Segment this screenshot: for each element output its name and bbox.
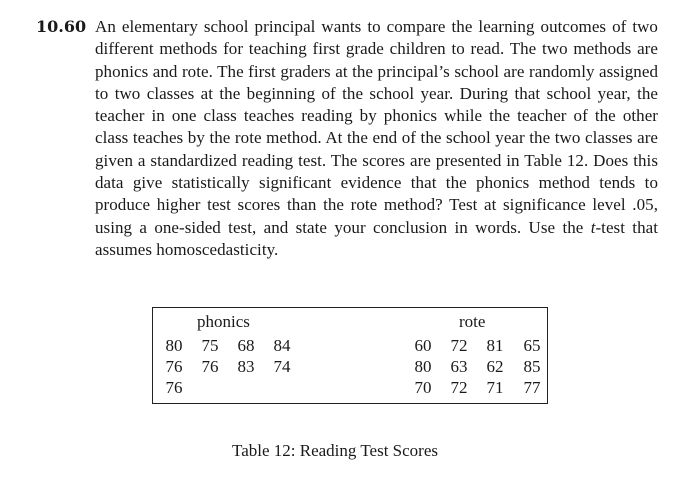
reading-scores-table [152,307,548,404]
phonics-score: 76 [165,378,183,397]
rote-score: 62 [486,357,504,376]
phonics-score: 80 [165,336,183,355]
table-caption: Table 12: Reading Test Scores [232,441,438,460]
problem-number: 10.60 [36,17,87,36]
rote-score: 77 [523,378,541,397]
rote-score: 85 [523,357,541,376]
rote-score: 72 [450,336,468,355]
phonics-score: 76 [165,357,183,376]
rote-score: 72 [450,378,468,397]
phonics-score: 68 [237,336,255,355]
phonics-score: 74 [273,357,291,376]
phonics-score: 83 [237,357,255,376]
rote-score: 65 [523,336,541,355]
phonics-score: 76 [201,357,219,376]
rote-score: 63 [450,357,468,376]
phonics-score: 84 [273,336,291,355]
problem-text-main: An elementary school principal wants to compare the learning outcomes of two different methods for teaching first grade children to read. The two methods are phonics and rote. The first graders at the principal’s school are randomly assigned to two classes at the beginning of the school year. During that school year, the teacher in one class teaches reading by phonics while the teacher of the other class teaches by the rote method. At the end of the school year the two classes are given a standardized reading test. The scores are presented in Table 12. Does this data give statistically significant evidence that the phonics method tends to produce higher test scores than the rote method? Test at significance level .05, using a one-sided test, and state your conclusion in words. Use the [95,17,658,237]
phonics-header: phonics [197,312,250,331]
problem-text [95,16,658,261]
rote-score: 71 [486,378,504,397]
rote-score: 80 [414,357,432,376]
rote-score: 60 [414,336,432,355]
problem-text-end: -test that assumes homoscedasticity. [95,217,658,259]
rote-score: 70 [414,378,432,397]
rote-score: 81 [486,336,504,355]
phonics-score: 75 [201,336,219,355]
rote-header: rote [459,312,486,331]
t-symbol: t [590,217,596,237]
